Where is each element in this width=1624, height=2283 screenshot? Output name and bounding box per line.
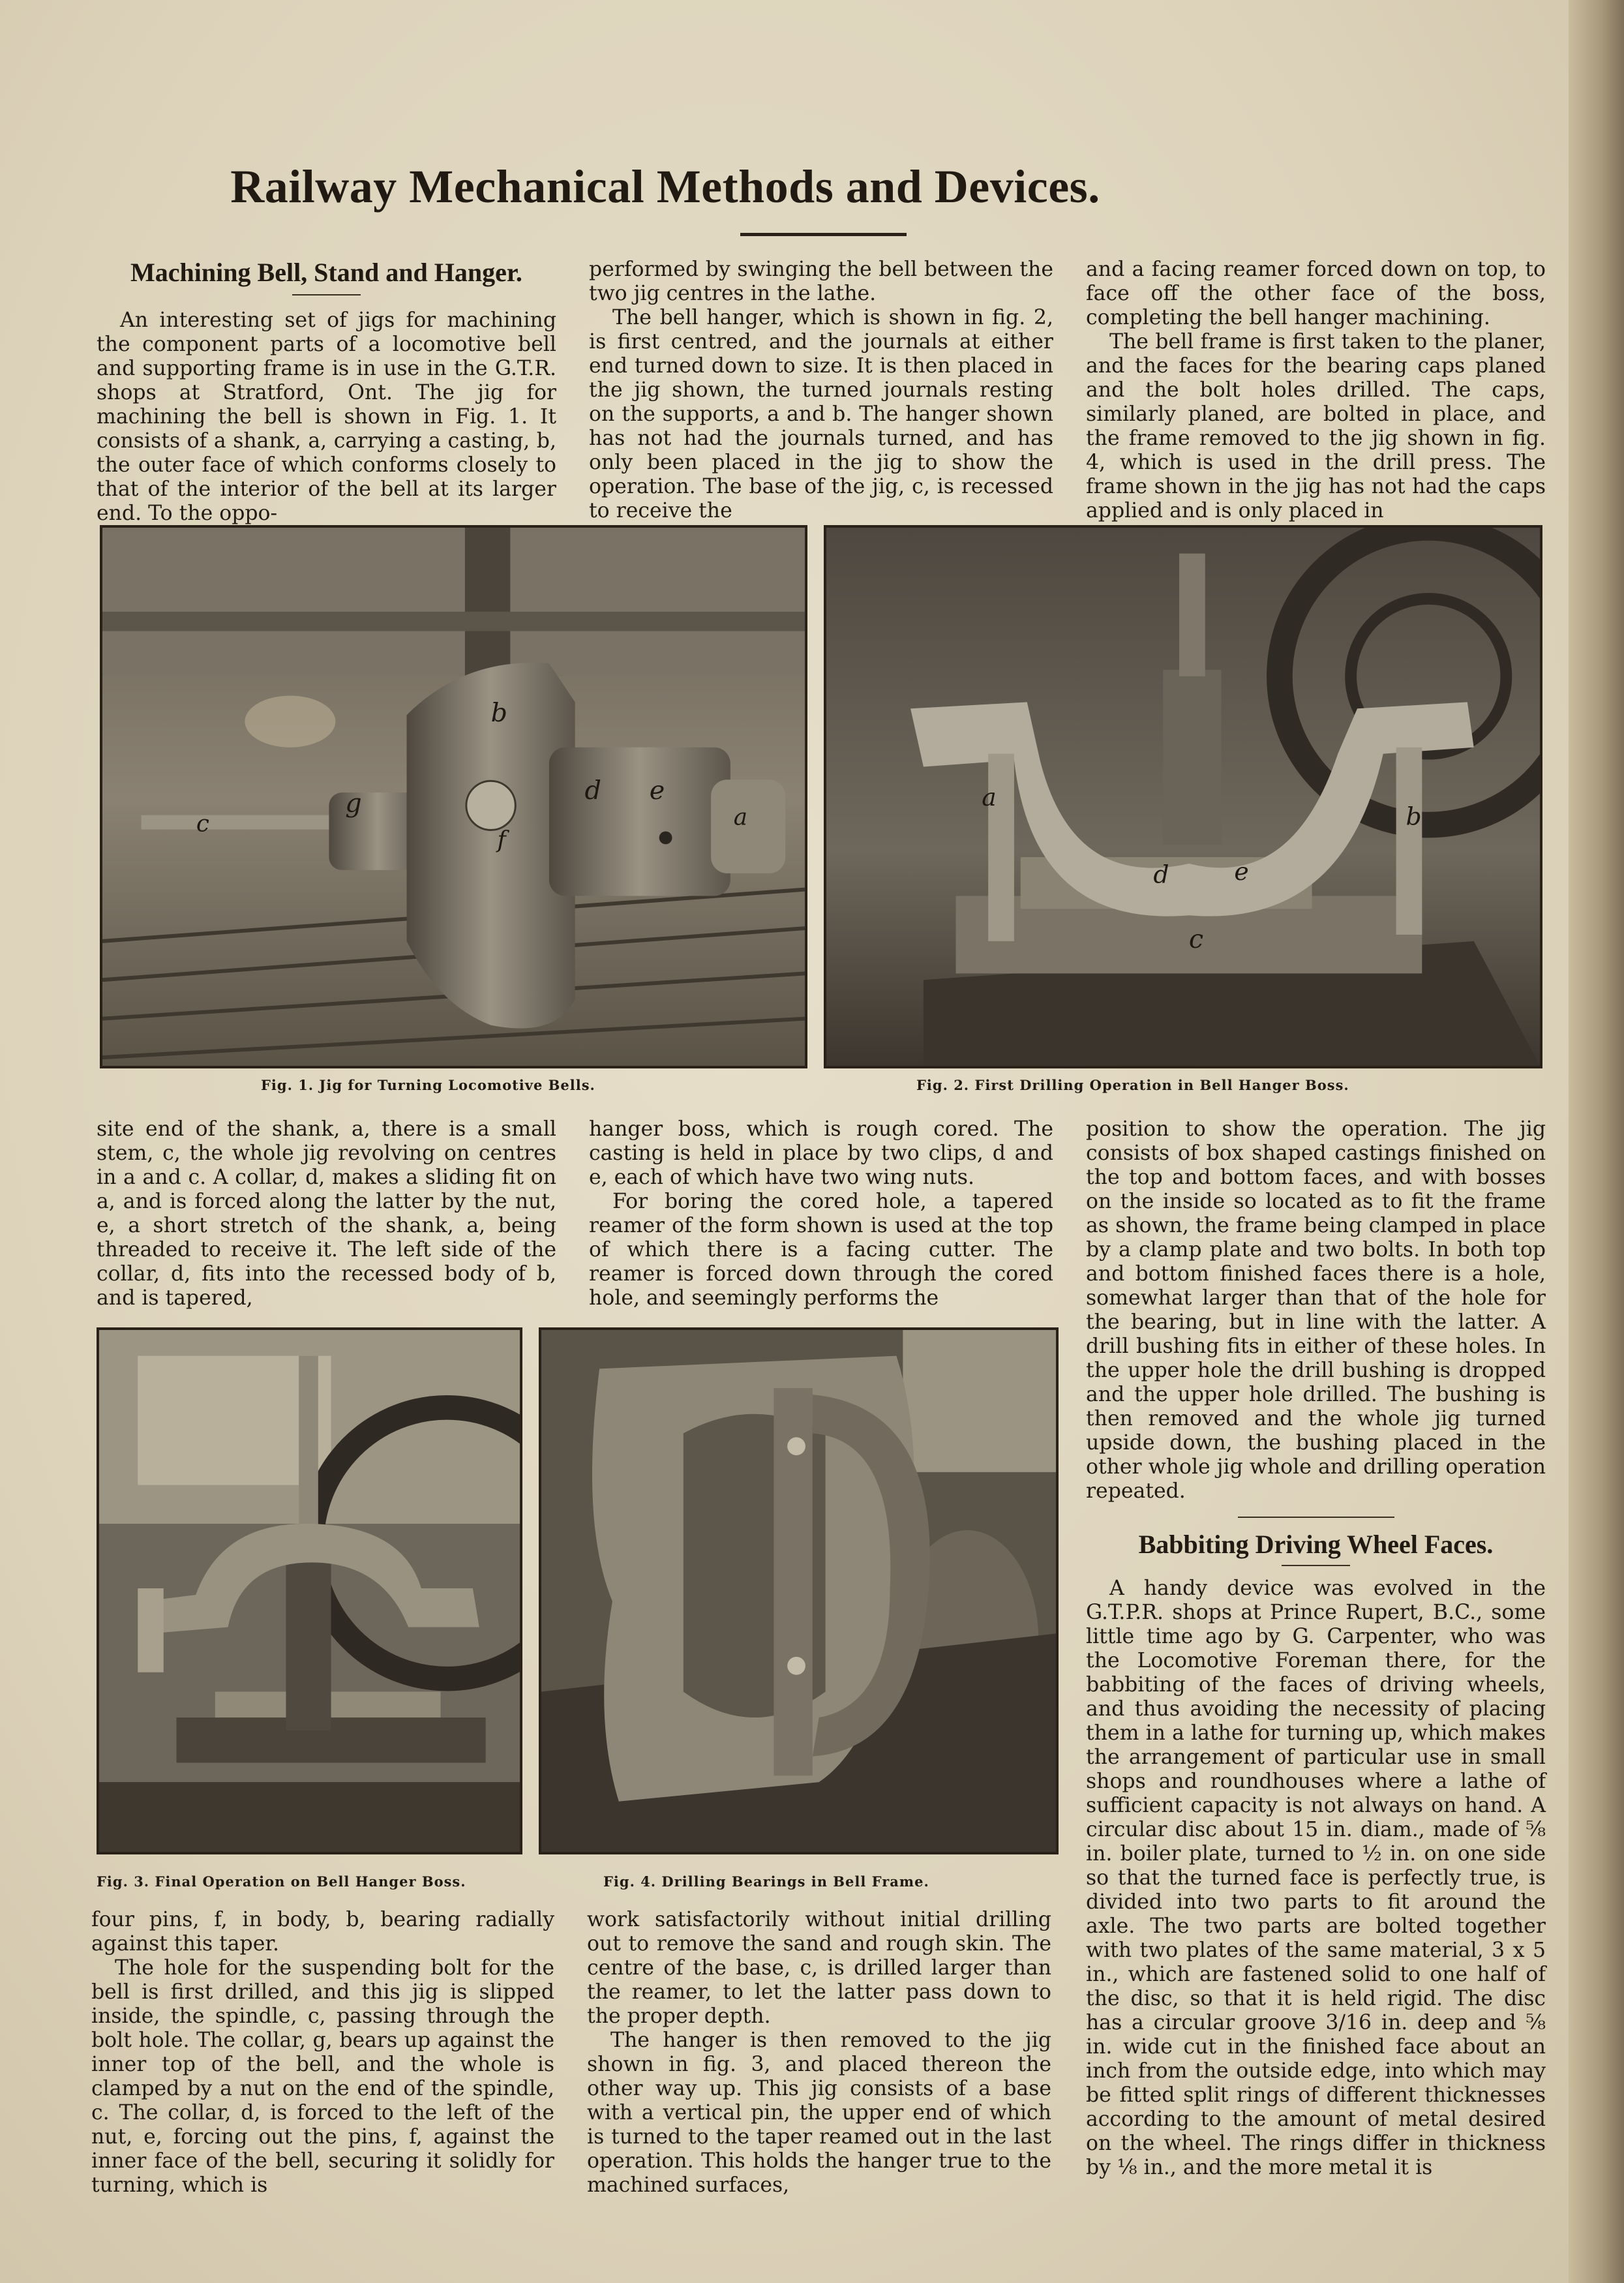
section-heading-babbiting: Babbiting Driving Wheel Faces. <box>1138 1530 1494 1559</box>
figure-1-photo <box>100 525 807 1068</box>
paragraph: and a facing reamer forced down on top, to face off the other face of the boss, completing the bell hanger machining. <box>1086 258 1546 329</box>
column-3-top <box>1086 258 1546 523</box>
svg-text:a: a <box>982 782 997 811</box>
svg-text:e: e <box>649 776 665 806</box>
paragraph: position to show the operation. The jig consists of box shaped castings finished on the top and bottom faces, and with bosses on the inside so located as to fit the frame as shown, the frame being clamped in place by a clamp plate and two bolts. In both top and bottom finished faces there is a hole, somewhat larger than that of the hole for the bearing, but in line with the latter. A drill bushing fits in either of these holes. In the upper hole the drill bushing is dropped and the upper hole drilled. The bushing is then removed and the whole jig turned upside down, the bushing placed in the other whole jig whole and drilling operation repeated. <box>1086 1117 1546 1503</box>
section-rule <box>1282 1565 1350 1566</box>
column-3-middle <box>1086 1117 1546 2180</box>
svg-text:b: b <box>490 698 507 729</box>
paragraph: work satisfactorily without initial drilling out to remove the sand and rough skin. The centre of the base, c, is drilled larger than the reamer, to let the latter pass down to the proper depth. <box>587 1908 1051 2028</box>
svg-text:e: e <box>1234 856 1249 886</box>
column-1-top <box>97 258 556 526</box>
svg-text:d: d <box>1153 860 1169 889</box>
section-divider <box>1238 1517 1394 1518</box>
final-boss-jig-illustration <box>99 1330 520 1852</box>
svg-text:f: f <box>497 826 506 854</box>
page-edge-shadow <box>1569 0 1624 2283</box>
paragraph: A handy device was evolved in the G.T.P.R. shops at Prince Rupert, B.C., some little time ago by G. Carpenter, who was the Locomotive Foreman there, for the babbiting of the faces of driving wheels, and thus avoiding the necessity of placing them in a lathe for turning up, which makes the arrangement of particular use in small shops and roundhouses where a lathe of sufficient capacity is not always on hand. A circular disc about 15 in. diam., made of ⅝ in. boiler plate, turned to ½ in. on one side so that the turned face is perfectly true, is divided into two parts to fit around the axle. The two parts are bolted together with two plates of the same material, 3 x 5 in., which are fastened solid to one half of the disc, so that it is held rigid. The disc has a circular groove 3/16 in. deep and ⅝ in. wide cut in the finished face about an inch from the outside edge, into which may be fitted split rings of different thicknesses according to the amount of metal desired on the wheel. The rings differ in thickness by ⅛ in., and the more metal it is <box>1086 1577 1546 2179</box>
column-2-middle <box>589 1117 1053 1310</box>
figure-2-caption: Fig. 2. First Drilling Operation in Bell Hanger Boss. <box>916 1077 1349 1093</box>
section-rule <box>292 294 361 295</box>
hanger-jig-illustration <box>826 528 1540 1066</box>
figure-4-photo <box>539 1327 1059 1854</box>
title-rule <box>740 233 907 236</box>
column-2-bottom <box>587 1908 1051 2198</box>
svg-text:g: g <box>345 788 362 819</box>
svg-text:c: c <box>1188 924 1204 954</box>
section-heading-bell: Machining Bell, Stand and Hanger. <box>130 258 522 287</box>
column-2-top <box>589 258 1053 523</box>
column-1-middle <box>97 1117 556 1310</box>
paragraph: The bell frame is first taken to the planer, and the faces for the bearing caps planed and the bolt holes drilled. The caps, similarly planed, are bolted in place, and the frame removed to the jig shown in fig. 4, which is used in the drill press. The frame shown in the jig has not had the caps applied and is only placed in <box>1086 330 1546 522</box>
paragraph: site end of the shank, a, there is a small stem, c, the whole jig revolving on centres in a and c. A collar, d, makes a sliding fit on a, and is forced along the latter by the nut, e, a short stretch of the shank, a, being threaded to receive it. The left side of the collar, d, fits into the recessed body of b, and is tapered, <box>97 1117 556 1310</box>
paragraph: The bell hanger, which is shown in fig. 2, is first centred, and the journals at either end turned down to size. It is then placed in the jig shown, the turned journals resting on the supports, a and b. The hanger shown has not had the journals turned, and has only been placed in the jig to show the operation. The base of the jig, c, is recessed to receive the <box>589 306 1053 522</box>
paragraph: performed by swinging the bell between the two jig centres in the lathe. <box>589 258 1053 305</box>
figure-4-caption: Fig. 4. Drilling Bearings in Bell Frame. <box>603 1873 929 1890</box>
figure-3-photo <box>97 1327 522 1854</box>
svg-text:b: b <box>1406 802 1422 831</box>
paragraph: An interesting set of jigs for machining the component parts of a locomotive bell and supporting frame is in use in the G.T.R. shops at Stratford, Ont. The jig for machining the bell is shown in Fig. 1. It consists of a shank, a, carrying a casting, b, the outer face of which conforms closely to that of the interior of the bell at its larger end. To the oppo- <box>97 309 556 525</box>
paragraph: The hanger is then removed to the jig shown in fig. 3, and placed thereon the other way up. This jig consists of a base with a vertical pin, the upper end of which is turned to the taper reamed out in the last operation. This holds the hanger true to the machined surfaces, <box>587 2029 1051 2197</box>
page-title: Railway Mechanical Methods and Devices. <box>230 160 1100 213</box>
figure-2-photo <box>824 525 1542 1068</box>
paragraph: For boring the cored hole, a tapered reamer of the form shown is used at the top of which there is a facing cutter. The reamer is forced down through the cored hole, and seemingly performs the <box>589 1190 1053 1310</box>
figure-3-caption: Fig. 3. Final Operation on Bell Hanger Boss. <box>97 1873 466 1890</box>
paragraph: four pins, f, in body, b, bearing radially against this taper. <box>91 1908 554 1956</box>
paragraph: hanger boss, which is rough cored. The casting is held in place by two clips, d and e, each of which have two wing nuts. <box>589 1117 1053 1189</box>
column-1-bottom <box>91 1908 554 2198</box>
svg-text:a: a <box>733 804 748 831</box>
paragraph: The hole for the suspending bolt for the bell is first drilled, and this jig is slipped inside, the spindle, c, passing through the bolt hole. The collar, g, bears up against the inner top of the bell, and the whole is clamped by a nut on the end of the spindle, c. The collar, d, is forced to the left of the nut, e, forcing out the pins, f, against the inner face of the bell, securing it solidly for turning, which is <box>91 1956 554 2197</box>
svg-text:c: c <box>196 810 209 838</box>
frame-drilling-jig-illustration <box>541 1330 1056 1852</box>
svg-text:d: d <box>584 776 601 806</box>
bell-jig-illustration <box>102 528 805 1066</box>
figure-1-caption: Fig. 1. Jig for Turning Locomotive Bells. <box>261 1077 595 1093</box>
